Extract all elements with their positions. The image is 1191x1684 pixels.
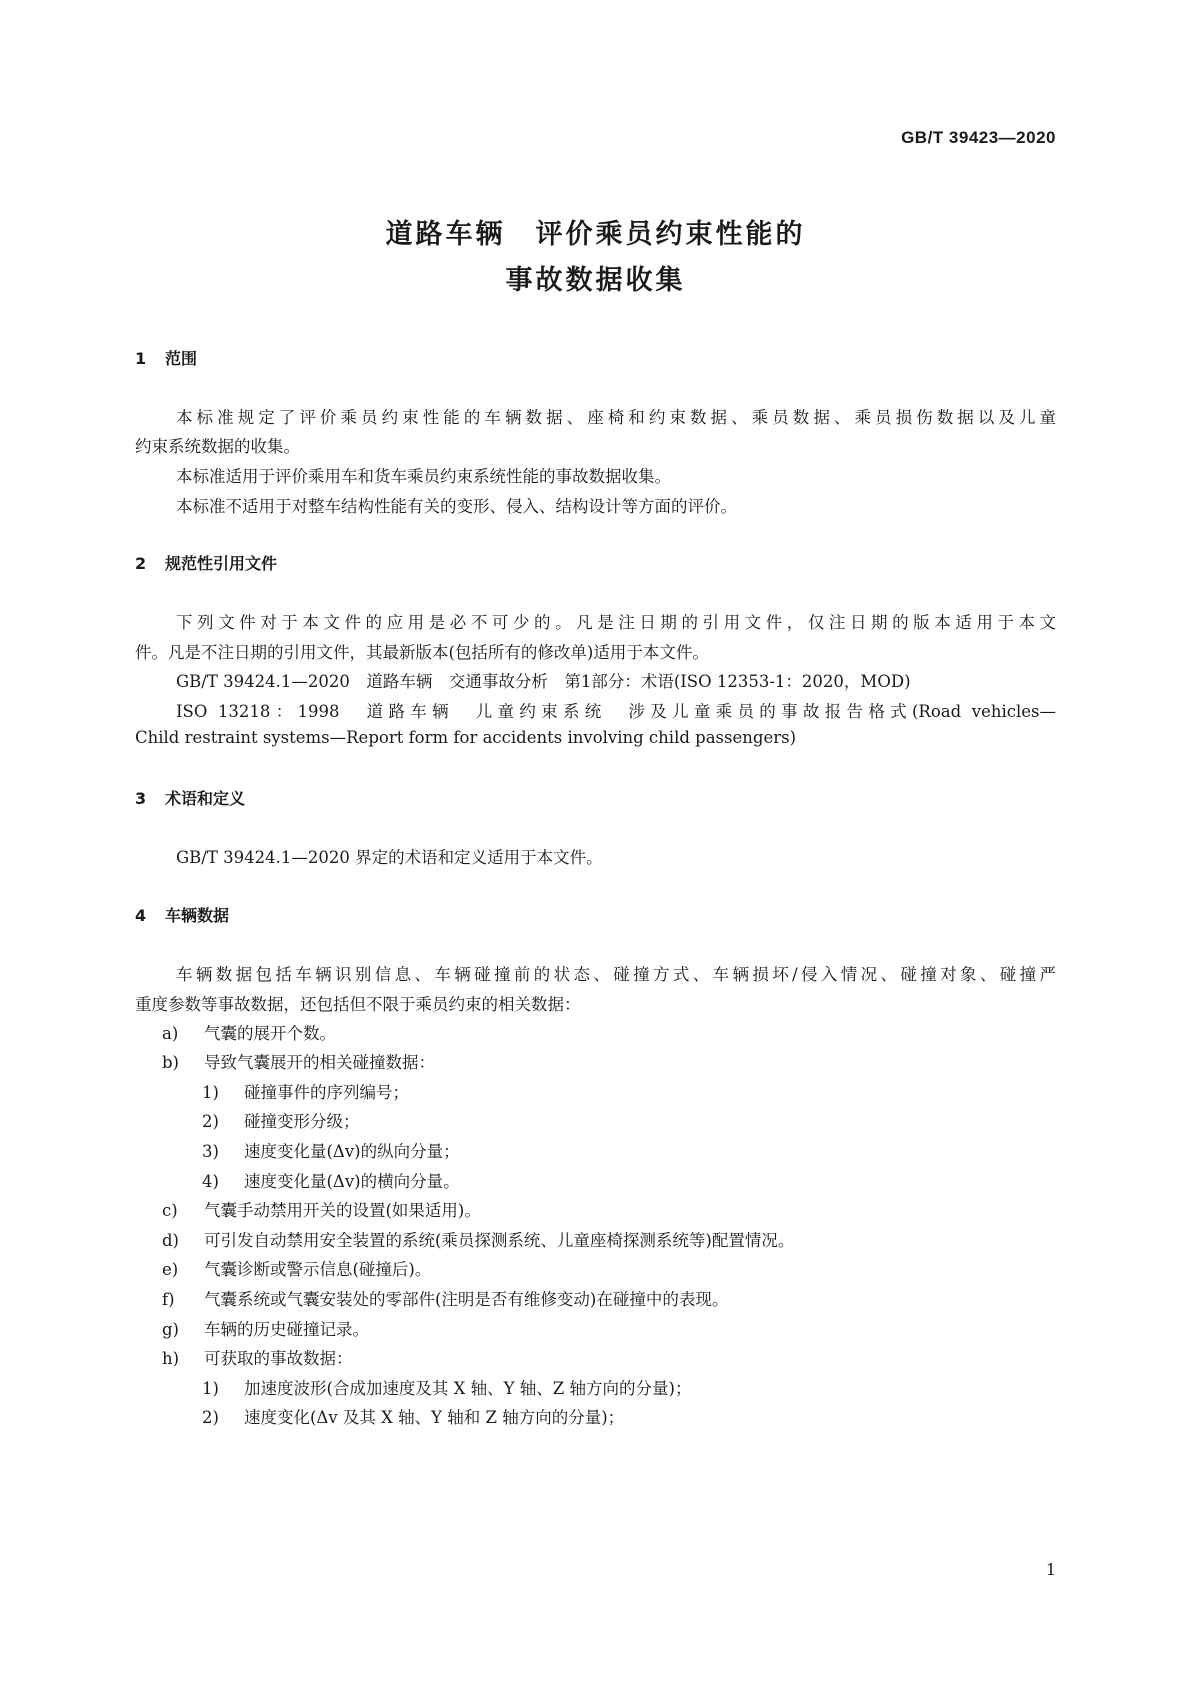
list-item-text: 车辆的历史碰撞记录。: [204, 1320, 369, 1339]
sub-list-item: [202, 1375, 691, 1399]
section-2-paragraph-line-2: 件。凡是不注日期的引用文件，其最新版本(包括所有的修改单)适用于本文件。: [135, 643, 709, 662]
section-number: 3: [135, 789, 147, 808]
section-1-heading: [135, 346, 197, 369]
sub-list-item: [202, 1108, 360, 1132]
sub-list-item: [202, 1404, 624, 1428]
list-item: [162, 1227, 794, 1251]
list-marker: f): [162, 1290, 175, 1309]
list-marker: h): [162, 1349, 180, 1368]
section-4-paragraph-line-1: 车辆数据包括车辆识别信息、车辆碰撞前的状态、碰撞方式、车辆损坏/侵入情况、碰撞对象、碰撞严: [176, 965, 1056, 984]
sub-list-item: [202, 1168, 460, 1192]
list-marker: a): [162, 1024, 179, 1043]
list-item: [162, 1020, 336, 1044]
list-item-text: 速度变化(Δv 及其 X 轴、Y 轴和 Z 轴方向的分量)；: [244, 1408, 625, 1427]
section-1-paragraph-3: 本标准不适用于对整车结构性能有关的变形、侵入、结构设计等方面的评价。: [176, 497, 737, 516]
normative-reference-2-line-2: Child restraint systems—Report form for accidents involving child passengers): [135, 728, 797, 747]
section-1-paragraph-1-line-2: 约束系统数据的收集。: [135, 437, 300, 456]
list-item-text: 碰撞变形分级；: [244, 1112, 360, 1131]
list-marker: 2): [202, 1112, 219, 1131]
section-2-paragraph-line-1: 下列文件对于本文件的应用是必不可少的。凡是注日期的引用文件，仅注日期的版本适用于本文: [176, 613, 1056, 632]
section-number: 4: [135, 906, 147, 925]
section-4-paragraph-line-2: 重度参数等事故数据，还包括但不限于乘员约束的相关数据：: [135, 995, 581, 1014]
normative-reference-2-line-1: ISO 13218：1998 道路车辆 儿童约束系统 涉及儿童乘员的事故报告格式(Road vehicles—: [176, 702, 1056, 721]
list-item-text: 可获取的事故数据：: [204, 1349, 353, 1368]
section-2-heading: [135, 551, 277, 574]
list-marker: 1): [202, 1083, 219, 1102]
list-marker: 2): [202, 1408, 219, 1427]
list-item-text: 气囊手动禁用开关的设置(如果适用)。: [204, 1201, 481, 1220]
section-3-paragraph: GB/T 39424.1—2020 界定的术语和定义适用于本文件。: [176, 848, 603, 867]
list-item-text: 可引发自动禁用安全装置的系统(乘员探测系统、儿童座椅探测系统等)配置情况。: [204, 1231, 795, 1250]
list-marker: 3): [202, 1142, 219, 1161]
document-title-line1: 道路车辆 评价乘员约束性能的: [385, 219, 806, 250]
section-4-heading: [135, 903, 229, 926]
sub-list-item: [202, 1138, 460, 1162]
list-marker: b): [162, 1053, 179, 1072]
list-item-text: 速度变化量(Δv)的横向分量。: [244, 1172, 460, 1191]
section-3-heading: [135, 786, 245, 809]
list-item-text: 气囊的展开个数。: [204, 1024, 336, 1043]
sub-list-item: [202, 1079, 409, 1103]
section-title: 范围: [165, 349, 198, 368]
list-marker: g): [162, 1320, 179, 1339]
list-item: [162, 1345, 353, 1369]
list-item-text: 速度变化量(Δv)的纵向分量；: [244, 1142, 460, 1161]
normative-reference-1: GB/T 39424.1—2020 道路车辆 交通事故分析 第1部分：术语(ISO 12353-1：2020，MOD): [176, 672, 911, 691]
standard-number: GB/T 39423—2020: [901, 128, 1056, 147]
list-marker: e): [162, 1260, 179, 1279]
list-item-text: 气囊系统或气囊安装处的零部件(注明是否有维修变动)在碰撞中的表现。: [204, 1290, 729, 1309]
list-marker: c): [162, 1201, 178, 1220]
section-title: 术语和定义: [165, 789, 246, 808]
list-marker: 1): [202, 1379, 219, 1398]
section-title: 规范性引用文件: [165, 554, 278, 573]
section-title: 车辆数据: [165, 906, 230, 925]
section-1-paragraph-2: 本标准适用于评价乘用车和货车乘员约束系统性能的事故数据收集。: [176, 467, 671, 486]
list-marker: 4): [202, 1172, 219, 1191]
section-number: 2: [135, 554, 147, 573]
list-marker: d): [162, 1231, 179, 1250]
list-item-text: 加速度波形(合成加速度及其 X 轴、Y 轴、Z 轴方向的分量)；: [244, 1379, 692, 1398]
document-title-line2: 事故数据收集: [505, 265, 686, 296]
list-item: [162, 1286, 728, 1310]
list-item: [162, 1049, 435, 1073]
list-item-text: 导致气囊展开的相关碰撞数据：: [204, 1053, 435, 1072]
section-number: 1: [135, 349, 147, 368]
page-number: 1: [1045, 1560, 1056, 1579]
list-item: [162, 1197, 481, 1221]
list-item: [162, 1316, 369, 1340]
list-item-text: 碰撞事件的序列编号；: [244, 1083, 409, 1102]
list-item: [162, 1256, 431, 1280]
list-item-text: 气囊诊断或警示信息(碰撞后)。: [204, 1260, 432, 1279]
section-1-paragraph-1-line-1: 本标准规定了评价乘员约束性能的车辆数据、座椅和约束数据、乘员数据、乘员损伤数据以及儿童: [176, 408, 1056, 427]
